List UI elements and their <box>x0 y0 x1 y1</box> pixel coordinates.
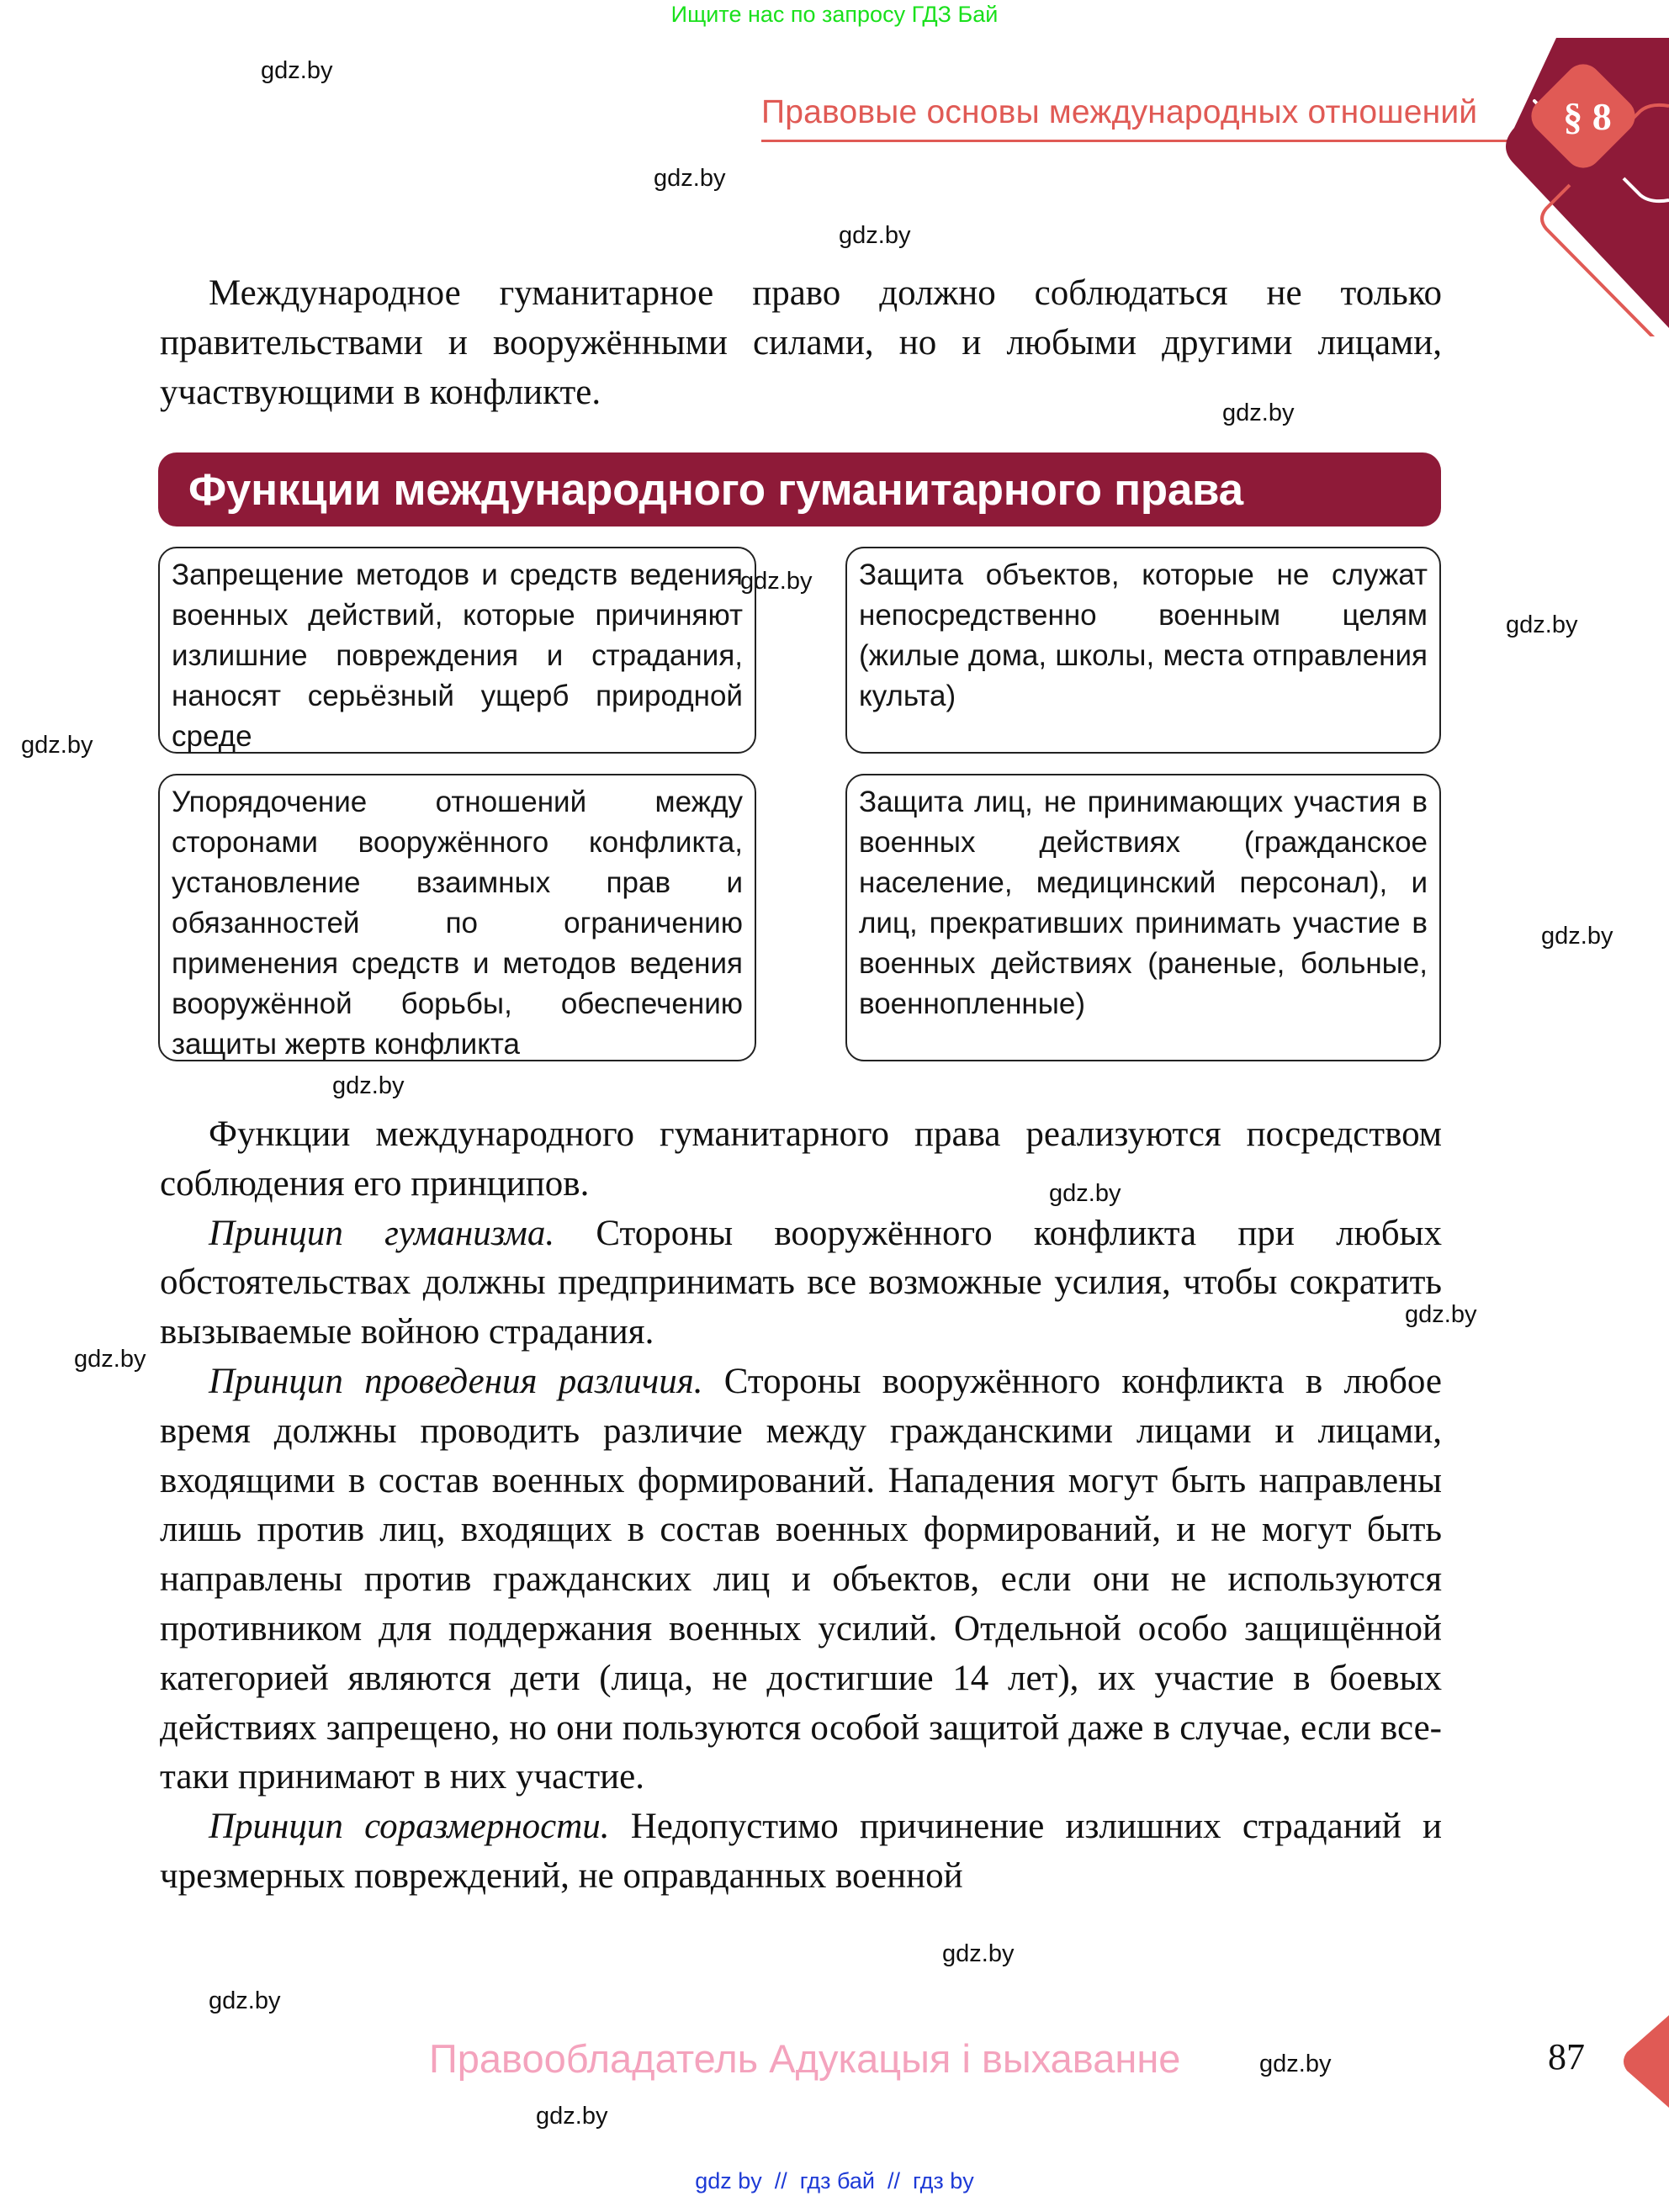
copyright-holder: Правообладатель Адукацыя і выхаванне <box>429 2036 1181 2081</box>
principle-term: Принцип проведения различия. <box>209 1361 703 1401</box>
intro-text: Международное гуманитарное право должно соблюдаться не только правительствами и вооружёнными силами, но и любыми другими лицами, участвующими в конфликте. <box>160 273 1442 412</box>
principle-text: Стороны вооружённого конфликта в любое время должны проводить различие между гражданскими лицами и лицами, входящими в состав военных формирований. Нападения могут быть направлены лишь против лиц, входящих в состав военных формирований, и не могут быть направлены против гражданских лиц и объектов, если они не используются противником для поддержания военных усилий. Отдельной особо защищённой категорией являются дети (лица, не достигшие 14 лет), их участие в боевых действиях запрещено, но они пользуются особой защитой даже в случае, если все-таки принимают в них участие. <box>160 1361 1442 1797</box>
page-tab-icon <box>1620 2015 1669 2108</box>
watermark: gdz.by <box>74 1346 146 1373</box>
watermark: gdz.by <box>839 222 911 249</box>
section-title: Функции международного гуманитарного права <box>188 464 1243 515</box>
function-box-text: Защита объектов, которые не служат непосредственно военным целям (жилые дома, школы, места отправления культа) <box>859 558 1428 712</box>
paragraph-number: § 8 <box>1563 95 1612 138</box>
watermark: gdz.by <box>536 2103 608 2130</box>
watermark: gdz.by <box>942 1940 1015 1967</box>
watermark: gdz.by <box>740 568 813 595</box>
watermark: gdz.by <box>1222 400 1295 426</box>
watermark: gdz.by <box>21 732 93 759</box>
section-header <box>158 452 1441 527</box>
corner-decoration-icon <box>1497 34 1669 336</box>
function-box-4 <box>845 774 1441 1061</box>
function-box-1 <box>158 547 756 754</box>
watermark: gdz.by <box>1049 1180 1121 1207</box>
function-box-text: Запрещение методов и средств ведения военных действий, которые причиняют излишние повреждения и страдания, наносят серьёзный ущерб природной среде <box>172 558 743 753</box>
watermark: gdz.by <box>261 57 333 84</box>
function-box-text: Защита лиц, не принимающих участия в военных действиях (гражданское население, медицинский персонал), и лиц, прекративших принимать участие в военных действиях (раненые, больные, военнопленные) <box>859 786 1428 1020</box>
watermark: gdz.by <box>1506 611 1578 638</box>
page-number: 87 <box>1548 2036 1585 2077</box>
watermark: gdz.by <box>654 165 726 192</box>
principles-intro: Функции международного гуманитарного права реализуются посредством соблюдения его принципов. <box>160 1114 1442 1204</box>
principles-section <box>160 1110 1442 1902</box>
principle-term: Принцип соразмерности. <box>209 1807 610 1847</box>
bottom-site-links[interactable]: gdz by // гдз бай // гдз by <box>695 2168 974 2193</box>
chapter-underline <box>761 140 1510 142</box>
function-box-2 <box>845 547 1441 754</box>
principle-proportionality <box>160 1802 1442 1902</box>
chapter-title: Правовые основы международных отношений <box>761 94 1478 130</box>
watermark: gdz.by <box>1541 923 1613 950</box>
principle-distinction <box>160 1357 1442 1802</box>
function-box-3 <box>158 774 756 1061</box>
paragraph-corner-badge <box>1497 34 1669 336</box>
principle-humanism <box>160 1209 1442 1357</box>
principle-text: Стороны вооружённого конфликта при любых обстоятельствах должны предпринимать все возможные усилия, чтобы сократить вызываемые войною страдания. <box>160 1213 1442 1352</box>
intro-paragraph <box>160 269 1442 417</box>
watermark: gdz.by <box>1259 2051 1332 2077</box>
top-search-banner: Ищите нас по запросу ГДЗ Бай <box>670 2 999 27</box>
watermark: gdz.by <box>332 1072 405 1099</box>
principle-term: Принцип гуманизма. <box>209 1213 555 1253</box>
page-tab-marker <box>1620 2015 1669 2108</box>
watermark: gdz.by <box>209 1987 281 2014</box>
principle-text: Недопустимо причинение излишних страданий и чрезмерных повреждений, не оправданных военной <box>160 1807 1442 1896</box>
function-box-text: Упорядочение отношений между сторонами вооружённого конфликта, установление взаимных прав и обязанностей по ограничению применения средств и методов ведения вооружённой борьбы, обеспечению защиты жертв конфликта <box>172 786 743 1061</box>
watermark: gdz.by <box>1405 1301 1477 1328</box>
